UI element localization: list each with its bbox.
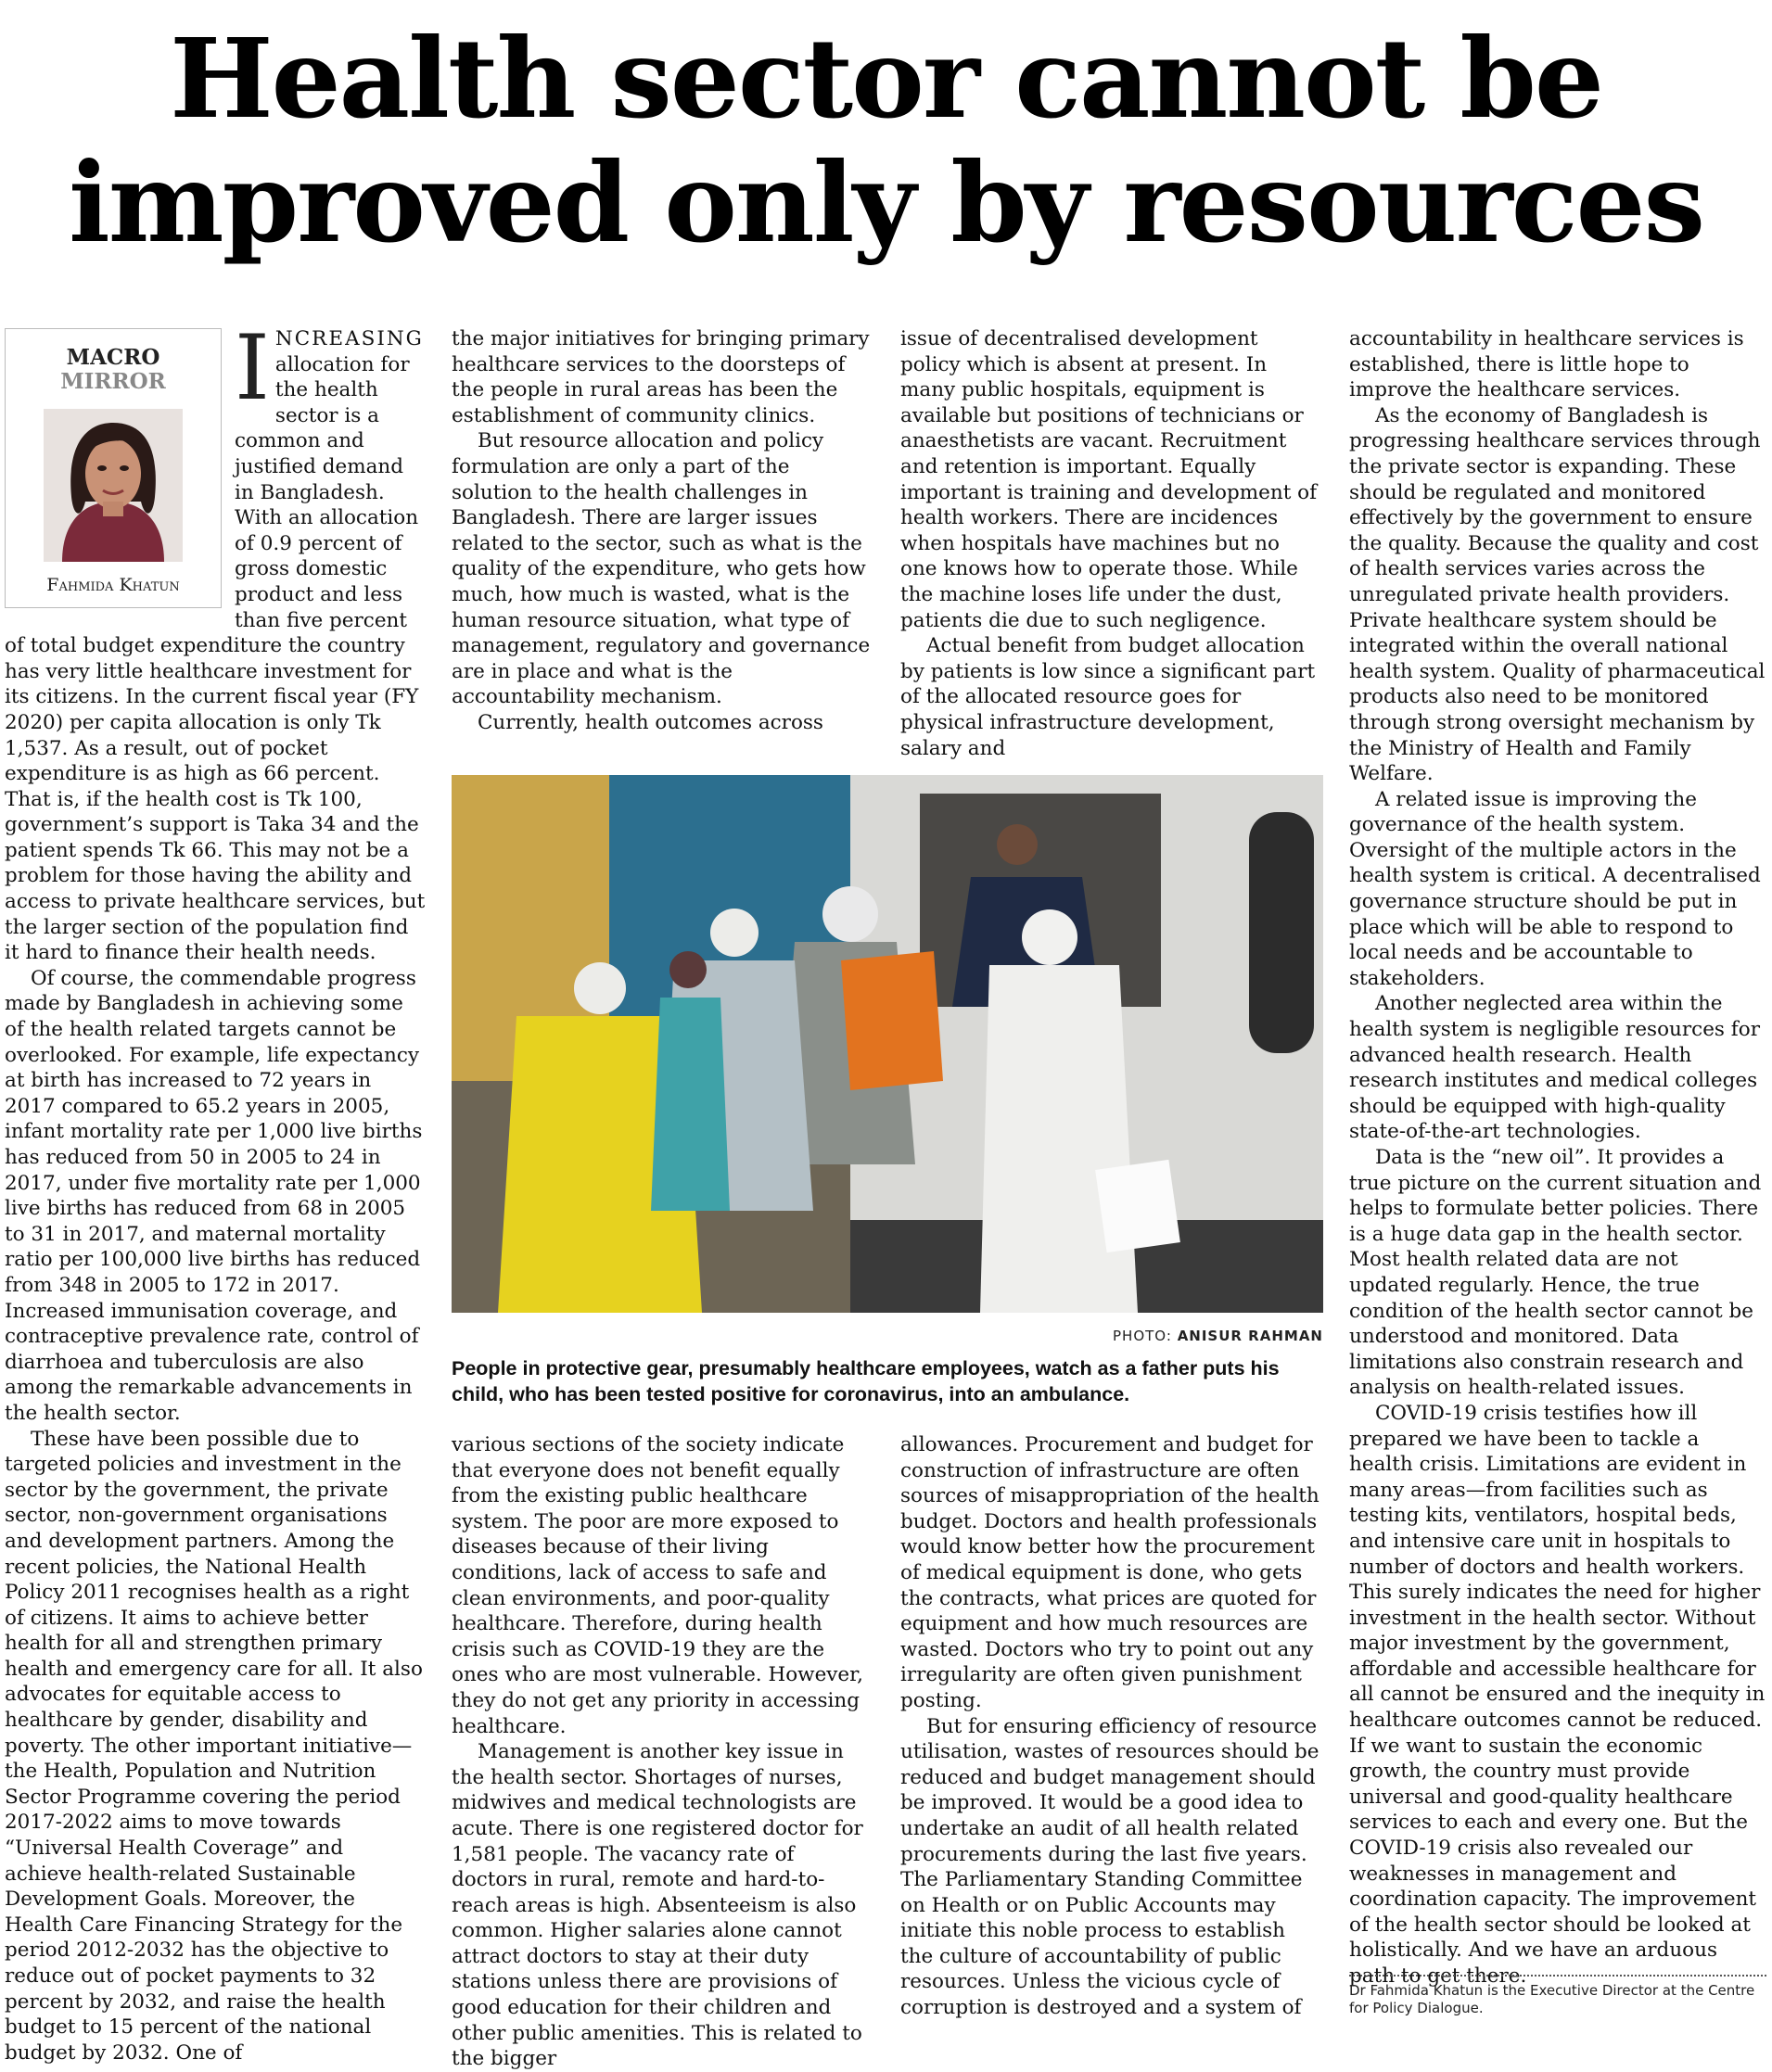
news-photo: [452, 775, 1323, 1313]
paragraph: Another neglected area within the health system is negligible resources for advanced health research. Health research institutes and medical colleges should be equipped with high-quality state-of-the-art technologies.: [1349, 992, 1760, 1144]
column-byline-box: [5, 328, 222, 608]
paragraph: allowances. Procurement and budget for construction of infrastructure are often sources of misappropriation of the health budget. Doctors and health professionals would know better how the procurement of medical equipment is done, who gets the contracts, what prices are quoted for equipment and how much resources are wasted. Doctors who try to point out any irregularity are often given punishment posting.: [900, 1433, 1319, 1712]
bio-divider: [1349, 1975, 1766, 1977]
author-bio: Dr Fahmida Khatun is the Executive Director at the Centre for Policy Dialogue.: [1349, 1982, 1755, 2016]
drop-cap: I: [235, 316, 270, 420]
photo-credit: [452, 1328, 1323, 1344]
headline-line-1: Health sector cannot be: [170, 14, 1602, 143]
paragraph: Of course, the commendable progress made by Bangladesh in achieving some of the health related targets cannot be overlooked. For example, life expectancy at birth has increased to 72 years in 2017 compared to 65.2 years in 2005, infant mortality rate per 1,000 live births has reduced from 50 in 2005 to 24 in 2017, under five mortality rate per 1,000 live births has reduced from 68 in 2005 to 31 in 2017, and maternal mortality ratio per 100,000 live births has reduced from 348 in 2005 to 172 in 2017. Increased immunisation coverage, and contraceptive prevalence rate, control of diarrhoea and tuberculosis are also among the remarkable advancements in the health sector.: [5, 966, 423, 1425]
paragraph: issue of decentralised development policy which is absent at present. In many public hospitals, equipment is available but positions of technicians or anaesthetists are vacant. Recruitment and retention is important. Equally important is training and development of health workers. There are incidences when hospitals have machines but no one knows how to operate those. While the machine loses life under the dust, patients die due to such negligence.: [900, 327, 1318, 632]
paragraph: Management is another key issue in the health sector. Shortages of nurses, midwives and medical technologists are acute. There is one registered doctor for 1,581 people. The vacancy rate of doctors in rural, remote and hard-to-reach areas is high. Absenteeism is also common. Higher salaries alone cannot attract doctors to stay at their duty stations unless there are provisions of good education for their children and other public amenities. This is related to the bigger: [452, 1740, 863, 2071]
photo-caption: People in protective gear, presumably healthcare employees, watch as a father puts his child, who has been tested positive for coronavirus, into an ambulance.: [452, 1357, 1280, 1405]
paragraph: Actual benefit from budget allocation by patients is low since a significant part of the allocated resource goes for physical infrastructure development, salary and: [900, 634, 1316, 760]
column-name: MACRO: [66, 345, 160, 370]
lead-text: allocation for the health sector is a common and justified demand in Bangladesh. With an allocation of 0.9 percent of gross domestic product and less than five percent of total budget expenditure the country has very little healthcare investment for its citizens. In the current fiscal year (FY 2020) per capita allocation is only Tk 1,537. As a result, out of pocket expenditure is as high as 66 percent. That is, if the health cost is Tk 100, government’s support is Taka 34 and the patient spends Tk 66. This may not be a problem for those having the ability and access to private healthcare services, but the larger section of the population find it hard to finance their health needs.: [5, 352, 426, 965]
photo-credit-label: PHOTO:: [1113, 1328, 1172, 1344]
author-portrait: [44, 409, 183, 562]
article-column-2-bottom: [452, 1432, 873, 2072]
author-name: Fahmida Khatun: [46, 575, 180, 595]
headline: [0, 14, 1772, 267]
column-name-secondary: MIRROR: [60, 369, 166, 394]
photo-credit-name: ANISUR RAHMAN: [1177, 1328, 1323, 1344]
paragraph: These have been possible due to targeted policies and investment in the sector by the government, the private sector, non-government organisations and development partners. Among the recent policies, the National Health Policy 2011 recognises health as a right of citizens. It aims to achieve better health for all and strengthen primary health and emergency care for all. It also advocates for equitable access to healthcare by gender, disability and poverty. The other important initiative—the Health, Population and Nutrition Sector Programme covering the period 2017-2022 aims to move towards “Universal Health Coverage” and achieve health-related Sustainable Development Goals. Moreover, the Health Care Financing Strategy for the period 2012-2032 has the objective to reduce out of pocket payments to 32 percent by 2032, and raise the health budget to 15 percent of the national budget by 2032. One of: [5, 1427, 423, 2065]
lead-smallcaps: NCREASING: [274, 327, 424, 350]
paragraph: A related issue is improving the governance of the health system. Oversight of the multiple actors in the health system is critical. A decentralised governance structure should be put in place which will be able to respond to local needs and be accountable to stakeholders.: [1349, 787, 1761, 990]
paragraph: Currently, health outcomes across: [477, 710, 823, 734]
paragraph: But resource allocation and policy formulation are only a part of the solution to the health challenges in Bangladesh. There are larger issues related to the sector, such as what is the quality of the expenditure, who gets how much, how much is wasted, what is the human resource situation, what type of management, regulatory and governance are in place and what is the accountability mechanism.: [452, 429, 871, 709]
article-column-1: [5, 316, 427, 2066]
paragraph: various sections of the society indicate that everyone does not benefit equally from the existing public healthcare system. The poor are more exposed to diseases because of their living conditions, lack of access to safe and clean environments, and poor-quality healthcare. Therefore, during health crisis such as COVID-19 they are the ones who are most vulnerable. However, they do not get any priority in accessing healthcare.: [452, 1433, 863, 1738]
paragraph: But for ensuring efficiency of resource utilisation, wastes of resources should be reduced and budget management should be improved. It would be a good idea to undertake an audit of all health related procurements during the last five years. The Parliamentary Standing Committee on Health or on Public Accounts may initiate this noble process to establish the culture of accountability of public resources. Unless the vicious cycle of corruption is destroyed and a system of: [900, 1714, 1319, 2020]
paragraph: Data is the “new oil”. It provides a true picture on the current situation and helps to formulate better policies. There is a huge data gap in the health sector. Most health related data are not updated regularly. Hence, the true condition of the health sector cannot be understood and monitored. Data limitations also constrain research and analysis on health-related issues.: [1349, 1146, 1762, 1400]
paragraph: accountability in healthcare services is established, there is little hope to improve the healthcare services.: [1349, 327, 1744, 402]
headline-line-2: improved only by resources: [68, 138, 1704, 267]
paragraph: As the economy of Bangladesh is progressing healthcare services through the private sector is expanding. These should be regulated and monitored effectively by the government to ensure the quality. Because the quality and cost of health services varies across the unregulated private health providers. Private healthcare system should be integrated within the overall national health system. Quality of pharmaceutical products also need to be monitored through strong oversight mechanism by the Ministry of Health and Family Welfare.: [1349, 403, 1766, 786]
paragraph: COVID-19 crisis testifies how ill prepared we have been to tackle a health crisis. Limitations are evident in many areas—from facilities such as testing kits, ventilators, hospital beds, and intensive care unit in hospitals to number of doctors and health workers. This surely indicates the need for higher investment in the health sector. Without major investment by the government, affordable and accessible healthcare for all cannot be ensured and the inequity in healthcare outcomes cannot be reduced. If we want to sustain the economic growth, the country must provide universal and good-quality healthcare services to each and every one. But the COVID-19 crisis also revealed our weaknesses in management and coordination capacity. The improvement of the health sector should be looked at holistically. And we have an arduous path to get there.: [1349, 1401, 1766, 1988]
article-column-4: [1349, 326, 1766, 1989]
article-column-3-top: [900, 326, 1322, 761]
paragraph: the major initiatives for bringing primary healthcare services to the doorsteps of the people in rural areas has been the establishment of community clinics.: [452, 327, 870, 427]
article-column-3-bottom: [900, 1432, 1322, 2021]
article-column-2-top: [452, 326, 873, 736]
